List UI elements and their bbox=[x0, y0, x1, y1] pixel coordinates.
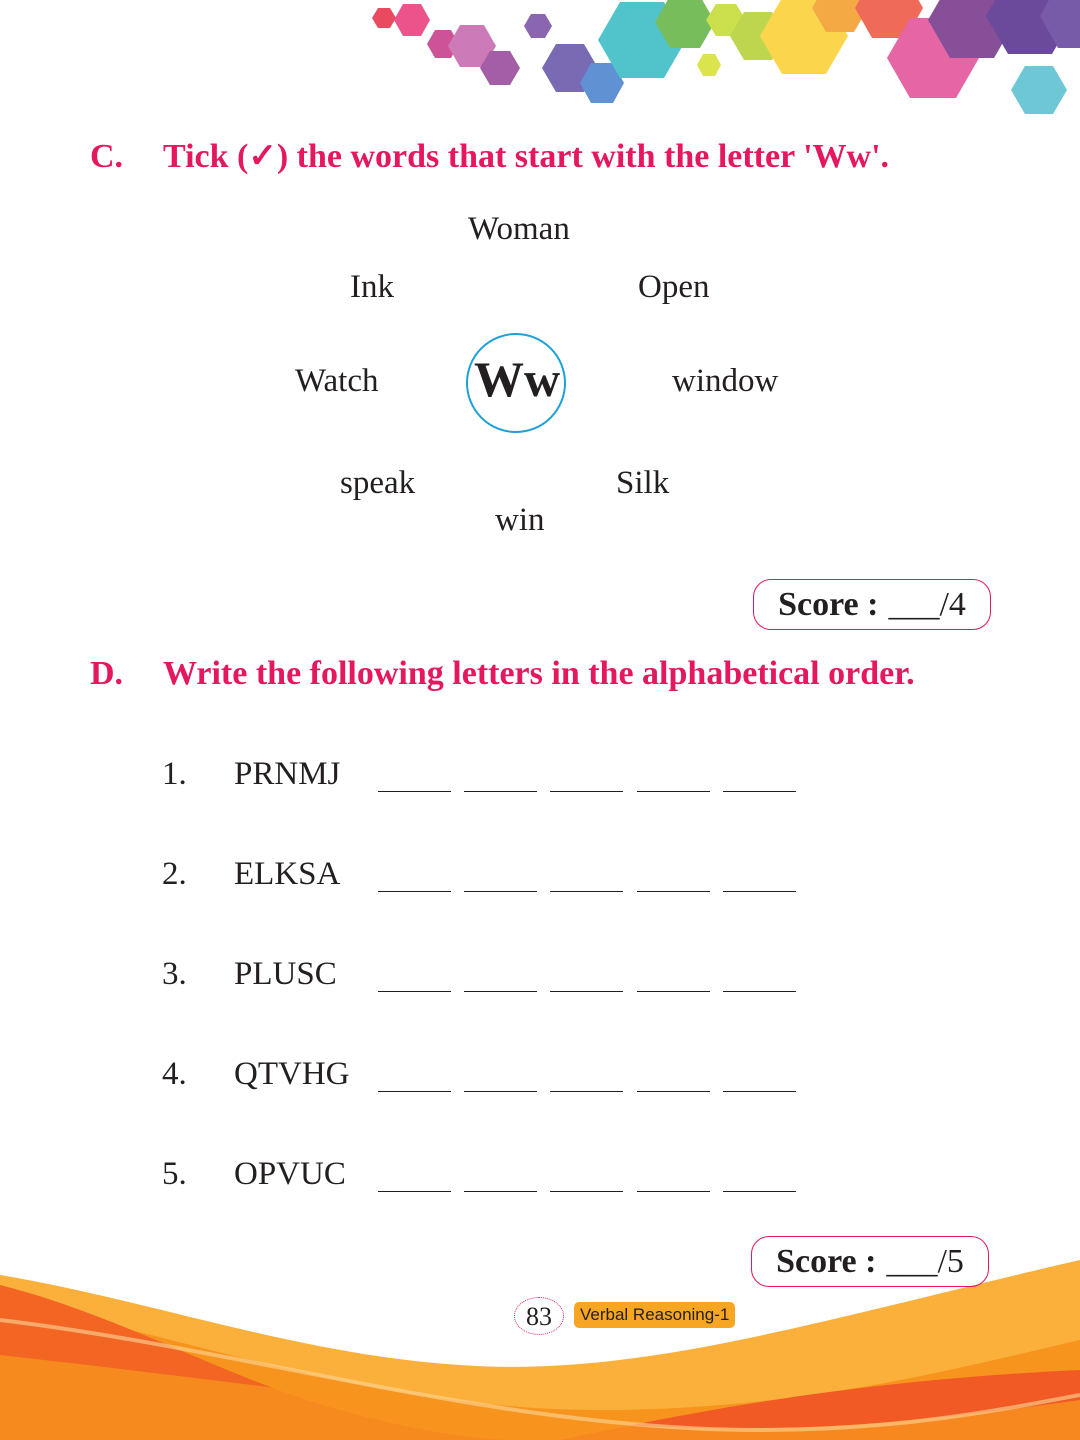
score-label: Score : bbox=[778, 585, 879, 623]
list-item bbox=[0, 1156, 1080, 1196]
answer-blank[interactable] bbox=[378, 791, 451, 792]
list-item bbox=[0, 956, 1080, 996]
section-d-letter: D. bbox=[90, 655, 124, 692]
answer-blank[interactable] bbox=[550, 1191, 623, 1192]
hexagon-decoration-top bbox=[0, 0, 1080, 130]
item-letters: QTVHG bbox=[234, 1056, 350, 1092]
list-item bbox=[0, 856, 1080, 896]
word-ink[interactable]: Ink bbox=[350, 269, 394, 305]
item-letters: PLUSC bbox=[234, 956, 337, 992]
answer-blank[interactable] bbox=[378, 1091, 451, 1092]
item-number: 2. bbox=[162, 856, 187, 892]
word-speak[interactable]: speak bbox=[340, 465, 416, 501]
section-c-letter: C. bbox=[90, 138, 124, 175]
answer-blank[interactable] bbox=[550, 791, 623, 792]
answer-blank[interactable] bbox=[637, 1191, 710, 1192]
answer-blank[interactable] bbox=[378, 991, 451, 992]
answer-blank[interactable] bbox=[464, 1191, 537, 1192]
score-label: Score : bbox=[776, 1242, 877, 1280]
answer-blank[interactable] bbox=[723, 1191, 796, 1192]
book-title-badge: Verbal Reasoning-1 bbox=[574, 1302, 735, 1328]
list-item bbox=[0, 756, 1080, 796]
item-number: 3. bbox=[162, 956, 187, 992]
answer-blank[interactable] bbox=[550, 1091, 623, 1092]
answer-blank[interactable] bbox=[550, 991, 623, 992]
answer-blank[interactable] bbox=[723, 991, 796, 992]
answer-blank[interactable] bbox=[378, 891, 451, 892]
answer-blank[interactable] bbox=[550, 891, 623, 892]
item-letters: PRNMJ bbox=[234, 756, 341, 792]
section-d-heading bbox=[90, 655, 915, 693]
list-item bbox=[0, 1056, 1080, 1096]
answer-blank[interactable] bbox=[637, 791, 710, 792]
score-box-d bbox=[751, 1236, 989, 1287]
answer-blank[interactable] bbox=[723, 1091, 796, 1092]
answer-blank[interactable] bbox=[464, 1091, 537, 1092]
answer-blank[interactable] bbox=[637, 891, 710, 892]
section-c-heading bbox=[90, 136, 889, 176]
word-window[interactable]: window bbox=[672, 363, 779, 399]
section-c-instruction: Tick (✓) the words that start with the letter 'Ww'. bbox=[163, 138, 890, 175]
answer-blank[interactable] bbox=[464, 991, 537, 992]
answer-blank[interactable] bbox=[723, 791, 796, 792]
word-win[interactable]: win bbox=[495, 502, 545, 538]
answer-blank[interactable] bbox=[464, 791, 537, 792]
item-letters: ELKSA bbox=[234, 856, 341, 892]
score-value: ___/4 bbox=[888, 585, 966, 623]
answer-blank[interactable] bbox=[464, 891, 537, 892]
item-number: 1. bbox=[162, 756, 187, 792]
answer-blank[interactable] bbox=[637, 1091, 710, 1092]
score-value: ___/5 bbox=[886, 1242, 964, 1280]
answer-blank[interactable] bbox=[723, 891, 796, 892]
word-watch[interactable]: Watch bbox=[295, 363, 379, 399]
page-number: 83 bbox=[514, 1297, 564, 1335]
center-letters: Ww bbox=[473, 351, 561, 407]
section-d-instruction: Write the following letters in the alphabetical order. bbox=[163, 655, 915, 692]
score-box-c bbox=[753, 579, 991, 630]
wave-decoration-bottom bbox=[0, 1260, 1080, 1440]
answer-blank[interactable] bbox=[637, 991, 710, 992]
word-silk[interactable]: Silk bbox=[616, 465, 670, 501]
word-open[interactable]: Open bbox=[638, 269, 710, 305]
word-woman[interactable]: Woman bbox=[468, 211, 570, 247]
answer-blank[interactable] bbox=[378, 1191, 451, 1192]
item-number: 4. bbox=[162, 1056, 187, 1092]
item-letters: OPVUC bbox=[234, 1156, 346, 1192]
item-number: 5. bbox=[162, 1156, 187, 1192]
